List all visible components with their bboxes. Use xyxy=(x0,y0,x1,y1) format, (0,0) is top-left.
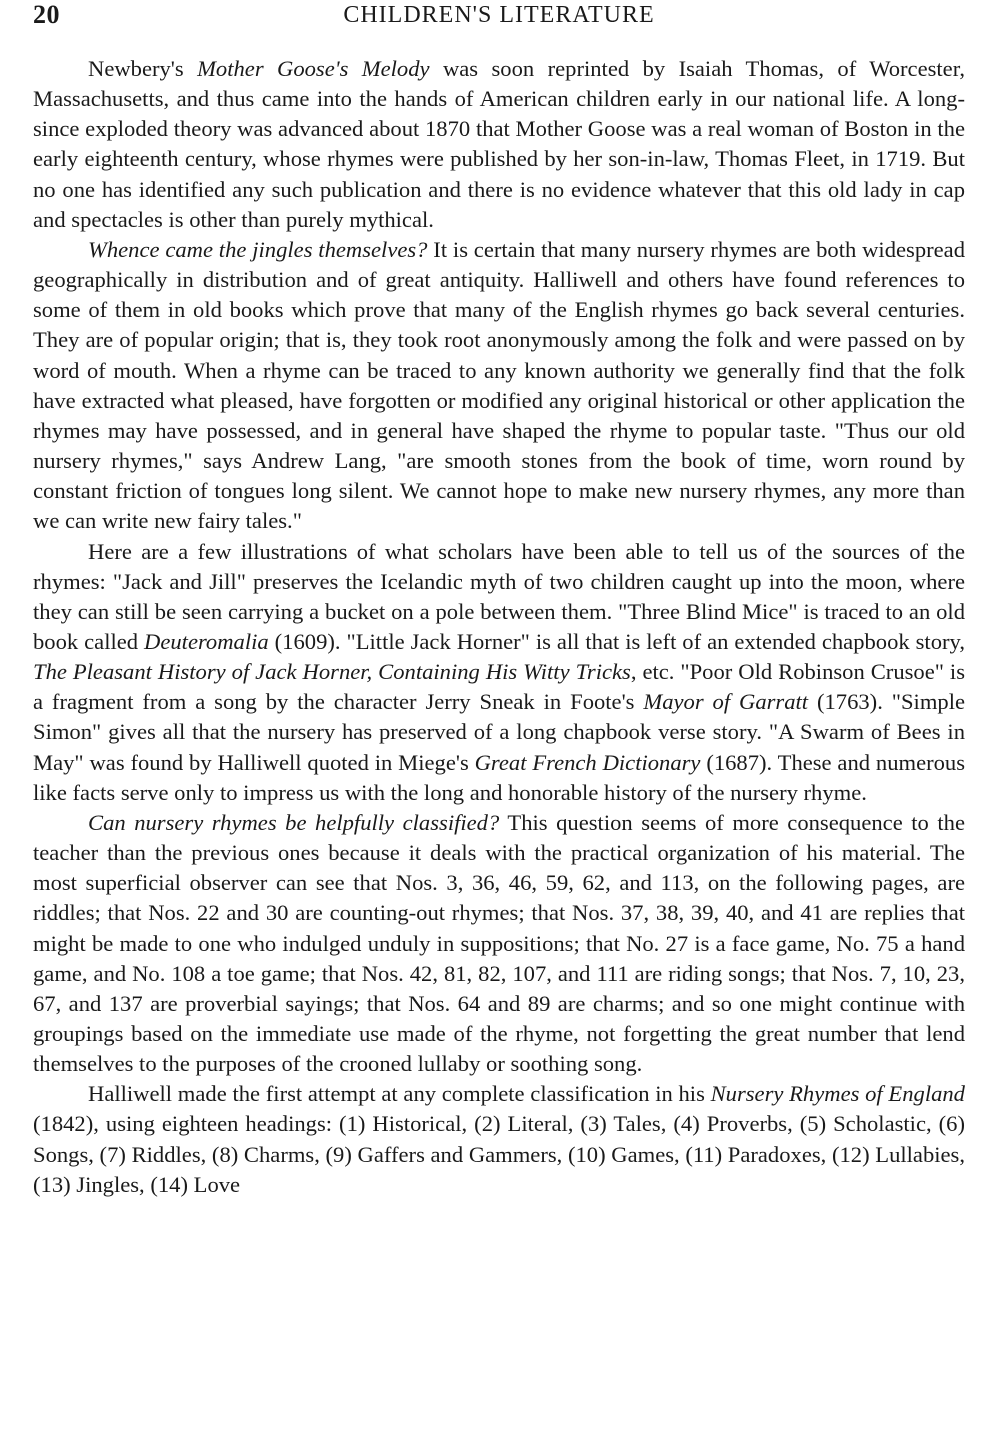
italic-title: Nursery Rhymes of England xyxy=(710,1081,965,1107)
text-run: (1687). These and numerous like facts serve only to impress us with the long and honorable history of the nursery rhyme. xyxy=(33,749,966,805)
page-header xyxy=(33,0,965,34)
paragraph-halliwell-classification xyxy=(33,1079,965,1200)
text-run: was soon reprinted by Isaiah Thomas, of Worcester, Massachusetts, and thus came into the hands of American children early in our national life. A long-since exploded theory was advanced about 1870 that Mother Goose was a real woman of Boston in the early eighteenth century, whose rhymes were published by her son-in-law, Thomas Fleet, in 1719. But no one has identified any such publication and there is no evidence whatever that this old lady in cap and spectacles is other than purely mythical. xyxy=(33,56,965,232)
italic-title: Great French Dictionary xyxy=(474,749,701,775)
italic-title: Mayor of Garratt xyxy=(643,689,809,715)
italic-title: The Pleasant History of Jack Horner, Containing His Witty Tricks xyxy=(33,659,631,685)
paragraph-mother-goose-origin xyxy=(33,54,965,235)
text-run: Halliwell made the first attempt at any complete classification in his xyxy=(88,1081,711,1107)
page-number: 20 xyxy=(33,0,60,29)
italic-title: Mother Goose's Melody xyxy=(197,56,430,81)
text-run: (1842), using eighteen headings: (1) Historical, (2) Literal, (3) Tales, (4) Proverbs, (5) Scholastic, (6) Songs, (7) Riddles, (8) Charms, (9) Gaffers and Gammers, (10) Games, (11) Paradoxes, (12) Lullabies, (13) Jingles, (14) Love xyxy=(33,1111,965,1197)
text-run: (1609). "Little Jack Horner" is all that is left of an extended chapbook story, xyxy=(268,628,966,654)
paragraph-jingle-sources xyxy=(33,235,965,537)
paragraph-scholar-illustrations xyxy=(33,537,965,808)
text-run: , etc. "Poor Old Robinson Crusoe" is a fragment from a song by the character Jerry Sneak in Foote's xyxy=(33,659,965,715)
text-run: This question seems of more consequence to the teacher than the previous ones because it deals with the practical organization of his material. The most superficial observer can see that Nos. 3, 36, 46, 59, 62, and 113, on the following pages, are riddles; that Nos. 22 and 30 are counting-out rhymes; that Nos. 37, 38, 39, 40, and 41 are replies that might be made to one who indulged unduly in suppositions; that No. 27 is a face game, No. 75 a hand game, and No. 108 a toe game; that Nos. 42, 81, 82, 107, and 111 are riding songs; that Nos. 7, 10, 23, 67, and 137 are proverbial sayings; that Nos. 64 and 89 are charms; and so one might continue with groupings based on the immediate use made of the rhyme, not forgetting the great number that lend themselves to the purposes of the crooned lullaby or soothing song. xyxy=(33,809,965,1077)
text-run: Newbery's xyxy=(88,56,198,81)
italic-question: Whence came the jingles themselves? xyxy=(88,236,428,262)
text-run: (1763). "Simple Simon" gives all that the nursery has preserved of a long chapbook verse story. "A Swarm of Bees in May" was found by Halliwell quoted in Miege's xyxy=(33,689,966,775)
italic-question: Can nursery rhymes be helpfully classified? xyxy=(88,809,500,835)
text-run: Here are a few illustrations of what scholars have been able to tell us of the sources of the rhymes: "Jack and Jill" preserves the Icelandic myth of two children caught up into the moon, where they can still be seen carrying a bucket on a pole between them. "Three Blind Mice" is traced to an old book called xyxy=(33,538,965,654)
text-run: It is certain that many nursery rhymes are both widespread geographically in distribution and of great antiquity. Halliwell and others have found references to some of them in old books which prove that many of the English rhymes go back several centuries. They are of popular origin; that is, they took root anonymously among the folk and were passed on by word of mouth. When a rhyme can be traced to any known authority we generally find that the folk have extracted what pleased, have forgotten or modified any original historical or other application the rhymes may have possessed, and in general have shaped the rhyme to popular taste. "Thus our old nursery rhymes," says Andrew Lang, "are smooth stones from the book of time, worn round by constant friction of tongues long silent. We cannot hope to make new nursery rhymes, any more than we can write new fairy tales." xyxy=(33,236,965,534)
italic-title: Deuteromalia xyxy=(144,628,269,654)
book-page xyxy=(33,0,965,1454)
paragraph-classification-question xyxy=(33,808,965,1079)
body-text xyxy=(33,54,965,1200)
running-title: CHILDREN'S LITERATURE xyxy=(343,2,655,28)
